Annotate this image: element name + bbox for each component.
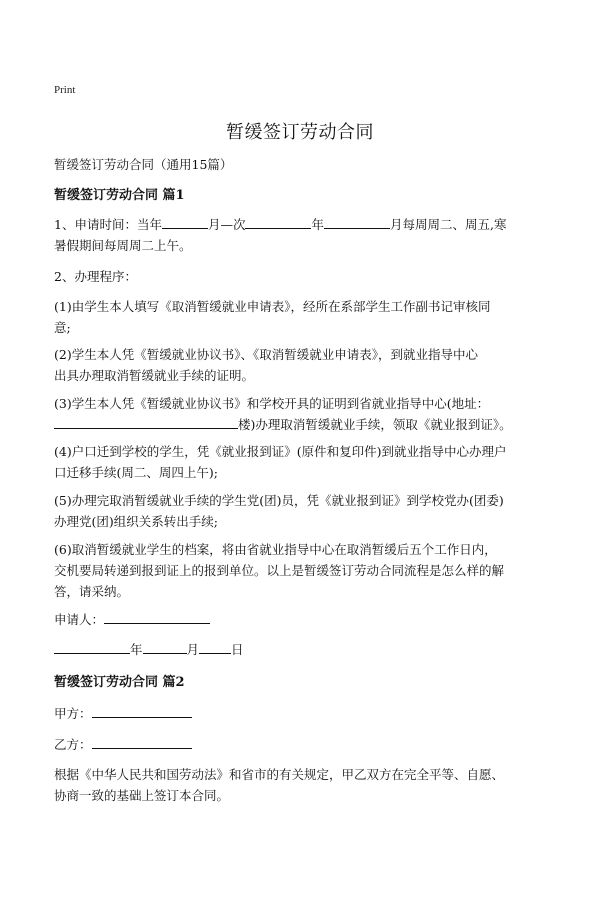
text-segment: 楼)办理取消暂缓就业手续，领取《就业报到证》。: [238, 417, 512, 432]
applicant-label: 申请人：: [54, 612, 105, 627]
party-a-blank: [92, 703, 192, 718]
text-segment: 年: [311, 217, 324, 232]
year-label: 年: [130, 642, 143, 657]
date-line: [54, 639, 554, 660]
text-line: (3)学生本人凭《暂缓就业协议书》和学校开具的证明到省就业指导中心(地址：: [54, 396, 490, 411]
month-blank: [143, 639, 187, 654]
year-blank: [54, 639, 130, 654]
text-segment: 1、申请时间：当年: [54, 217, 162, 232]
text-line: 答，请采纳。: [54, 584, 130, 599]
text-segment: 月—次: [207, 217, 246, 232]
text-line: [54, 214, 554, 235]
fill-blank: [162, 214, 208, 229]
text-line: (6)取消暂缓就业学生的档案，将由省就业指导中心在取消暂缓后五个工作日内，: [54, 542, 497, 557]
document-subtitle: 暂缓签订劳动合同（通用15篇）: [54, 157, 233, 172]
document-title: 暂缓签订劳动合同: [226, 122, 374, 143]
party-b-label: 乙方：: [54, 737, 92, 752]
text-line: (4)户口迁到学校的学生，凭《就业报到证》(原件和复印件)到就业指导中心办理户: [54, 444, 507, 459]
text-line: 办理党(团)组织关系转出手续;: [54, 514, 218, 529]
procedure-step-4: [54, 441, 554, 483]
text-line: 暑假期间每周周二上午。: [54, 238, 192, 253]
party-a-label: 甲方：: [54, 706, 92, 721]
text-line: 口迁移手续(周二、周四上午);: [54, 465, 218, 480]
paragraph-procedure-heading: 2、办理程序：: [54, 269, 137, 284]
text-line: (2)学生本人凭《暂缓就业协议书》、《取消暂缓就业申请表》，到就业指导中心: [54, 347, 478, 362]
day-blank: [199, 639, 231, 654]
procedure-step-1: [54, 296, 554, 338]
procedure-step-2: [54, 344, 554, 386]
month-label: 月: [186, 642, 200, 657]
text-segment: 月每周周二、周五,寒: [390, 217, 507, 232]
text-line: 意;: [54, 320, 71, 335]
fill-blank: [54, 414, 238, 429]
text-line: (5)办理完取消暂缓就业手续的学生党(团)员，凭《就业报到证》到学校党办(团委): [54, 493, 504, 508]
text-line: 出具办理取消暂缓就业手续的证明。: [54, 368, 255, 383]
fill-blank: [324, 214, 390, 229]
text-line: (1)由学生本人填写《取消暂缓就业申请表》，经所在系部学生工作副书记审核同: [54, 299, 491, 314]
party-b-blank: [92, 734, 192, 749]
day-label: 日: [231, 642, 244, 657]
procedure-step-6: [54, 539, 554, 602]
party-b-line: [54, 734, 554, 755]
print-label: Print: [54, 84, 76, 96]
text-line: 协商一致的基础上签订本合同。: [54, 788, 230, 803]
party-a-line: [54, 703, 554, 724]
procedure-step-5: [54, 490, 554, 532]
text-line: [54, 414, 554, 435]
text-line: 交机要局转递到报到证上的报到单位。以上是暂缓签订劳动合同流程是怎么样的解: [54, 563, 505, 578]
section-heading-2: 暂缓签订劳动合同 篇2: [54, 675, 185, 690]
applicant-line: [54, 609, 554, 630]
text-line: 根据《中华人民共和国劳动法》和省市的有关规定，甲乙双方在完全平等、自愿、: [54, 767, 505, 782]
applicant-blank: [104, 609, 210, 624]
fill-blank: [245, 214, 311, 229]
contract-intro-paragraph: [54, 764, 554, 806]
section-heading-1: 暂缓签订劳动合同 篇1: [54, 188, 185, 203]
paragraph-application-time: [54, 214, 554, 256]
procedure-step-3: [54, 393, 554, 435]
